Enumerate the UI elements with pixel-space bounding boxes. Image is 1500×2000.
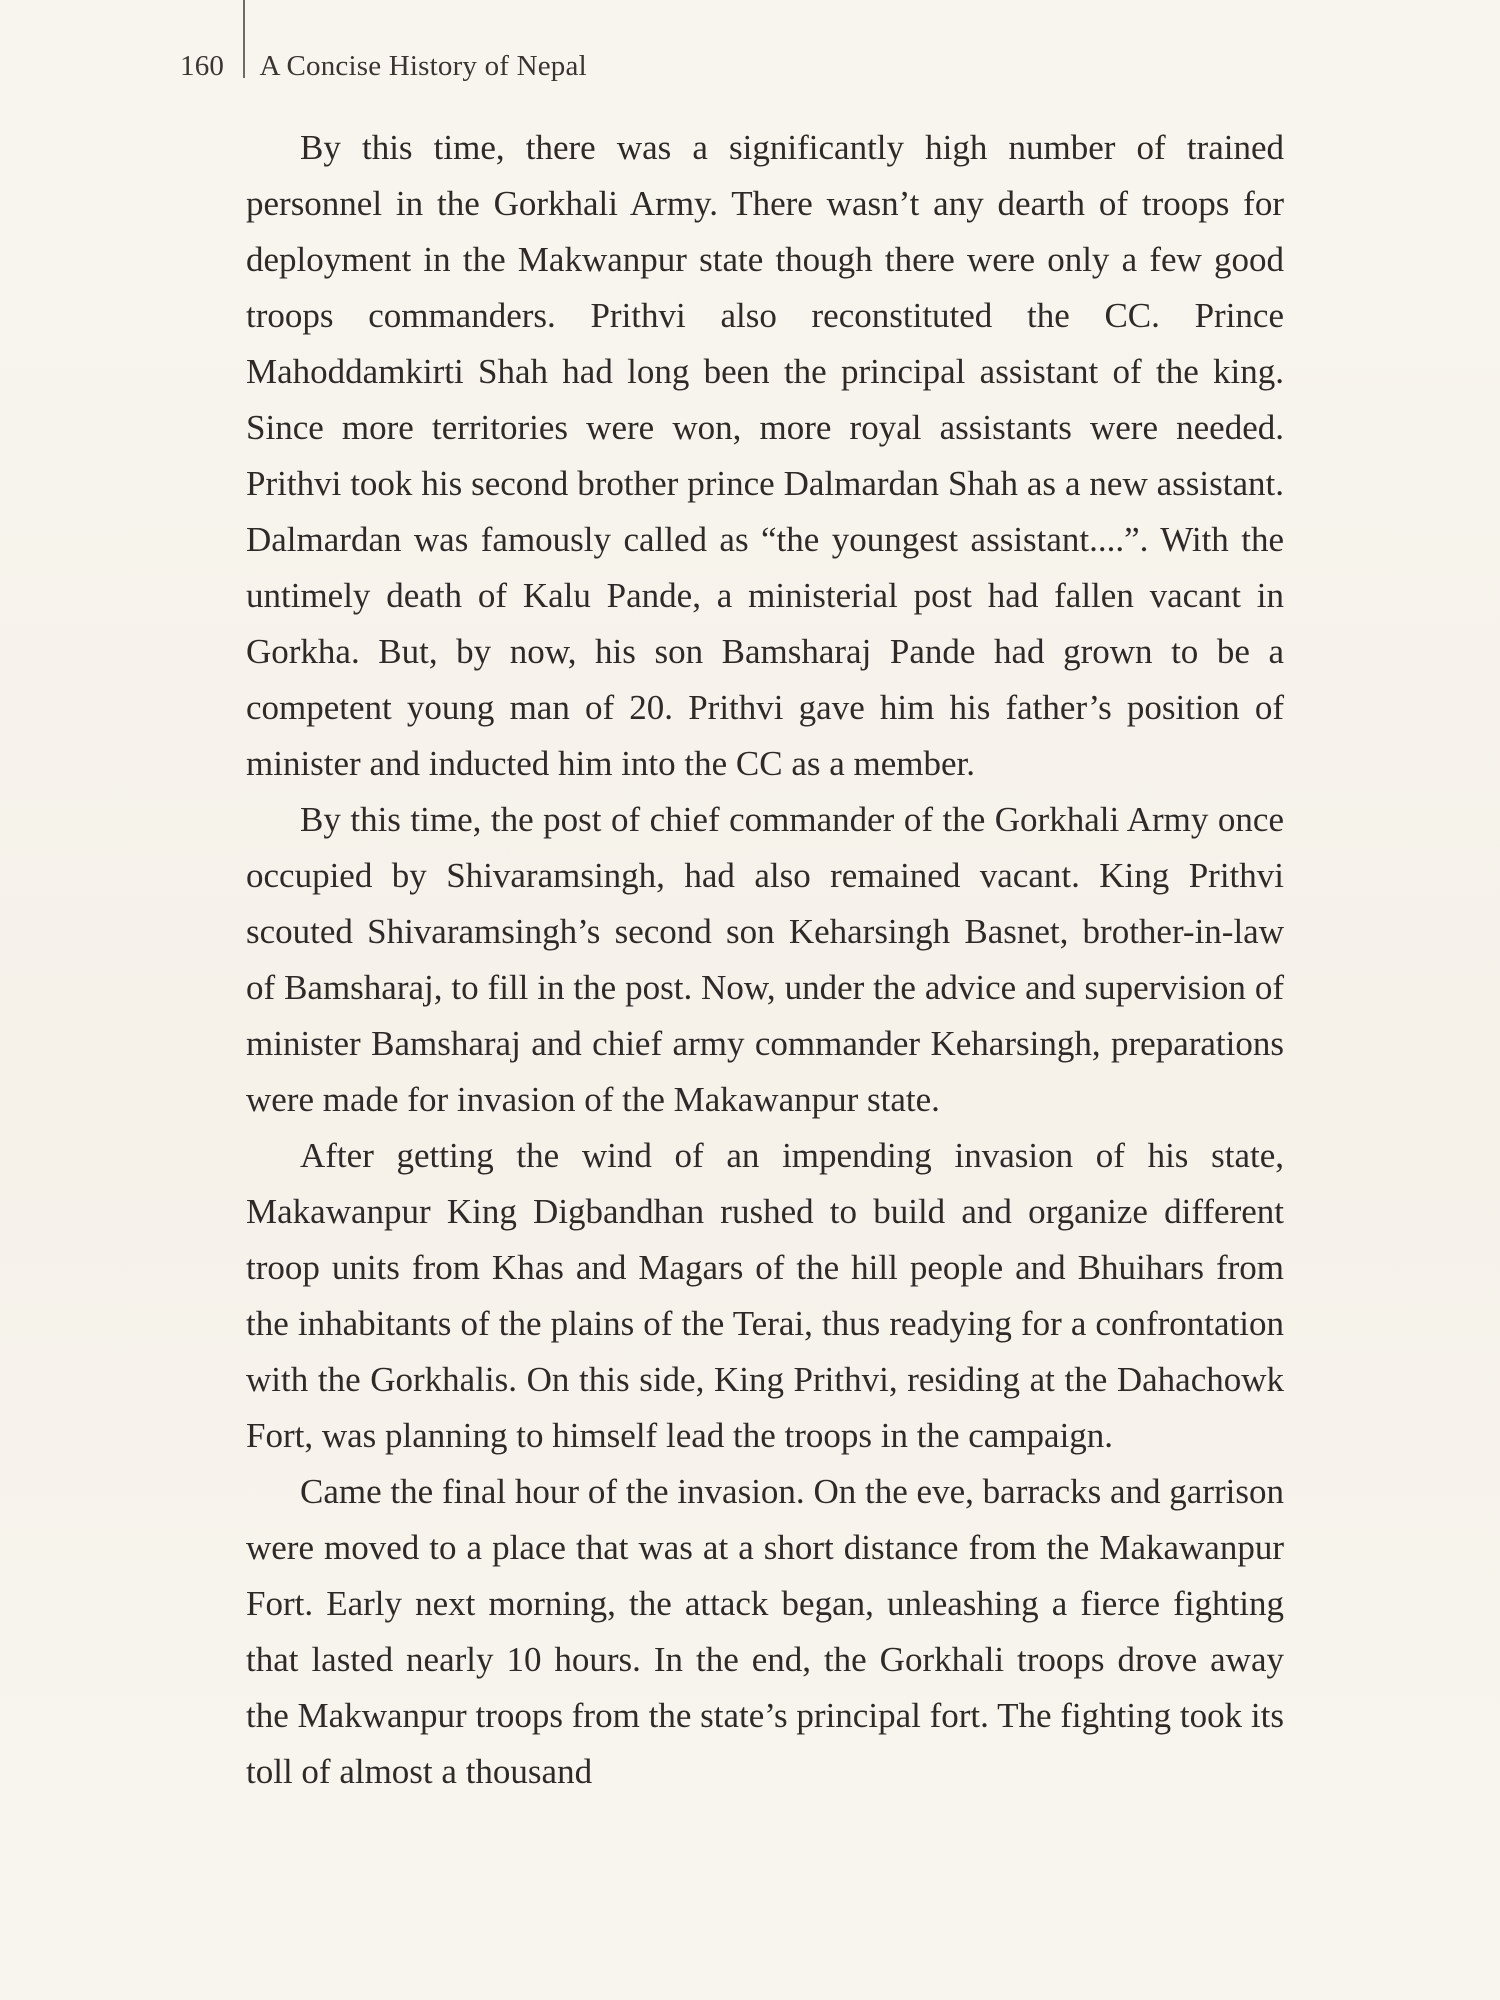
body-text (246, 120, 1284, 1960)
page-number: 160 (180, 50, 225, 82)
page-header (180, 46, 700, 86)
paragraph-1: By this time, there was a significantly high number of trained personnel in the Gorkhali Army. There wasn’t any dearth of troops for deployment in the Makwanpur state though there were only a few good troops commanders. Prithvi also reconstituted the CC. Prince Mahoddamkirti Shah had long been the principal assistant of the king. Since more territories were won, more royal assistants were needed. Prithvi took his second brother prince Dalmardan Shah as a new assistant. Dalmardan was famously called as “the youngest assistant....”. With the untimely death of Kalu Pande, a ministerial post had fallen vacant in Gorkha. But, by now, his son Bamsharaj Pande had grown to be a competent young man of 20. Prithvi gave him his father’s position of minister and inducted him into the CC as a member. (246, 128, 1284, 783)
paragraph-4: Came the final hour of the invasion. On the eve, barracks and garrison were moved to a place that was at a short distance from the Makawanpur Fort. Early next morning, the attack began, unleashing a fierce fighting that lasted nearly 10 hours. In the end, the Gorkhali troops drove away the Makwanpur troops from the state’s principal fort. The fighting took its toll of almost a thousand (246, 1472, 1284, 1791)
paragraph-2: By this time, the post of chief commander of the Gorkhali Army once occupied by Shivaramsingh, had also remained vacant. King Prithvi scouted Shivaramsingh’s second son Keharsingh Basnet, brother-in-law of Bamsharaj, to fill in the post. Now, under the advice and supervision of minister Bamsharaj and chief army commander Keharsingh, preparations were made for invasion of the Makawanpur state. (246, 800, 1284, 1119)
running-title: A Concise History of Nepal (259, 50, 587, 82)
paragraph-3: After getting the wind of an impending invasion of his state, Makawanpur King Digbandhan rushed to build and organize different troop units from Khas and Magars of the hill people and Bhuihars from the inhabitants of the plains of the Terai, thus readying for a confrontation with the Gorkhalis. On this side, King Prithvi, residing at the Dahachowk Fort, was planning to himself lead the troops in the campaign. (246, 1136, 1284, 1455)
